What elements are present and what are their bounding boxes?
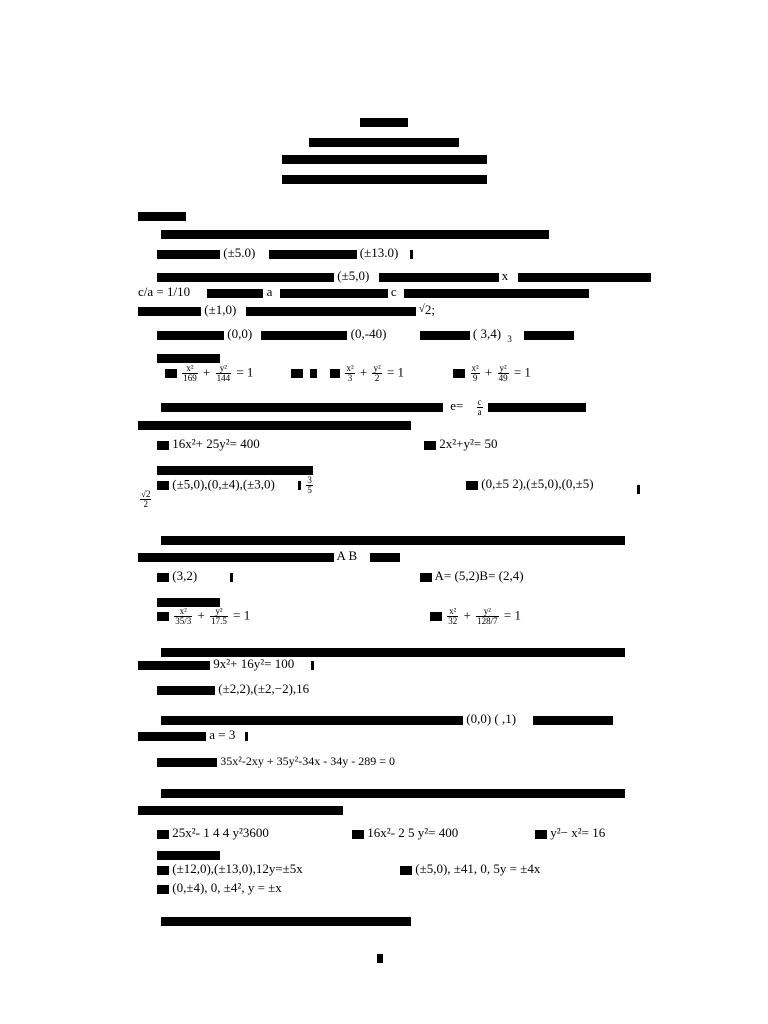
frac-den: 17.5 — [211, 616, 227, 626]
header-line-1 — [0, 113, 768, 128]
frac-den: 9 — [472, 373, 478, 383]
ex6-eq-b-line — [352, 825, 458, 840]
ex6-answer-a — [157, 861, 303, 876]
ex1-d-focus: (0,-40) — [350, 326, 387, 341]
frac-num: y² — [210, 607, 228, 617]
ex1-b-value: (±5,0) — [337, 268, 370, 283]
ex6-eq-b: 16x²- 2 5 y²= 400 — [367, 825, 459, 840]
ex6-statement-cont — [138, 801, 343, 816]
ex2-ans-b: (0,±5 2),(±5,0),(0,±5) — [481, 476, 594, 491]
ex6-ans-c: (0,±4), 0, ±4², y = ±x — [172, 880, 282, 895]
frac-num: y² — [373, 363, 381, 373]
frac-den: 2 — [143, 499, 148, 509]
frac-den: 5 — [307, 485, 312, 495]
ex4-answer-value: (±2,2),(±2,−2),16 — [218, 681, 310, 696]
ex2-answer-b-frac: $\frac{√2}{2}$ — [141, 489, 151, 509]
ex1-answers-heading — [157, 349, 220, 364]
ex2-eq-b-line — [424, 436, 497, 451]
frac-num: x² — [346, 363, 354, 373]
ex3-points: A B — [336, 548, 358, 563]
ex2-eq-b: 2x²+y²= 50 — [439, 436, 498, 451]
redacted-text — [360, 118, 408, 127]
ex1-answer-c-eq: = 1 — [386, 364, 405, 380]
frac-den: 49 — [498, 373, 508, 383]
ex2-statement-cont — [138, 416, 411, 431]
ex4-answer — [157, 681, 309, 696]
ex1-b-c: c — [390, 284, 397, 299]
ex3-answers-heading — [157, 593, 220, 608]
frac-den: 128/7 — [477, 616, 498, 626]
ex1-c-value: (±1,0) — [204, 302, 237, 317]
ex5-answer-value: 35x²-2xy + 35y²-34x - 34y - 289 = 0 — [220, 754, 395, 768]
ex6-ans-a: (±12,0),(±13,0),12y=±5x — [172, 861, 303, 876]
frac-num: x² — [471, 363, 479, 373]
frac-num: y² — [476, 607, 499, 617]
ex3-answer-a: $\frac{\text{x²}}{35/3}$ + $\frac{\text{y²}}{17.5}$ = 1 — [157, 607, 250, 626]
header-line-4 — [0, 170, 768, 185]
ex1-item-c: (±1,0) √2; — [138, 302, 435, 317]
ex6-eq-a: 25x²- 1 4 4 y²3600 — [172, 825, 269, 840]
ex6-eq-c: y²− x²= 16 — [550, 825, 606, 840]
page-number — [377, 949, 383, 964]
ex1-answer-d-eq: = 1 — [513, 364, 531, 380]
frac-den: 35/3 — [175, 616, 192, 626]
ex3-item-a — [157, 568, 233, 583]
ex6-answer-b — [400, 861, 540, 876]
frac-den: 169 — [183, 373, 197, 383]
ex5-focus: (0,0) — [466, 711, 492, 726]
header-line-3 — [0, 150, 768, 165]
ex3-item-b — [420, 568, 524, 583]
ex3-ans-a-eq: = 1 — [233, 607, 251, 623]
redacted-text — [282, 175, 487, 184]
ex6-eq-a-line — [157, 825, 269, 840]
section-heading — [138, 207, 186, 222]
ex1-a-value2: (±13.0) — [359, 245, 399, 260]
ex5-a-val: a = 3 — [209, 727, 236, 742]
ex5-statement — [161, 711, 613, 726]
redacted-text — [309, 138, 459, 147]
ex6-eq-c-line — [535, 825, 605, 840]
ex2-equations — [157, 436, 260, 451]
ex2-answer-a — [157, 476, 315, 495]
ex5-point: ( ,1) — [494, 711, 517, 726]
ex6-ans-b: (±5,0), ±41, 0, 5y = ±4x — [415, 861, 541, 876]
ex2-answers-heading — [157, 461, 313, 476]
ex3-b-points: A= (5,2)B= (2,4) — [434, 568, 524, 583]
ex3-ans-b-eq: = 1 — [503, 607, 521, 623]
ex1-b-a: a — [266, 284, 273, 299]
ex3-a-point: (3,2) — [172, 568, 198, 583]
ex5-answer — [157, 753, 395, 769]
ex2-e-label: e= — [450, 398, 464, 414]
ex1-statement — [161, 225, 549, 240]
frac-den: 2 — [374, 373, 380, 383]
ex2-eq-a: 16x²+ 25y²= 400 — [172, 436, 260, 451]
ex1-a-value: (±5.0) — [223, 245, 256, 260]
ex1-answers: $\frac{\text{x²}}{169}$ + $\frac{\text{y²}}{144}$ = 1 $\frac{\text{x²}}{3}$ + $\frac{\text{y²}}{2}$ = 1 $\frac{\text{x²}}{9}$ + $\frac{\text{y²}}{49}$ = 1 — [165, 364, 531, 383]
frac-num: x² — [174, 607, 192, 617]
frac-den: 32 — [448, 616, 458, 626]
ex2-answer-b — [466, 476, 594, 491]
frac-den: 144 — [216, 373, 231, 383]
ex5-statement-cont — [138, 727, 248, 742]
frac-num: y² — [499, 363, 507, 373]
ex1-d-point: ( 3,4) — [472, 326, 502, 341]
ex1-item-a — [157, 245, 413, 260]
ex3-statement — [161, 531, 625, 546]
ex1-d-value: (0,0) — [227, 326, 253, 341]
ex1-item-b — [157, 268, 651, 283]
frac-num: x² — [182, 364, 198, 374]
ex1-item-b-cont — [138, 284, 589, 299]
frac-num: 2 — [145, 489, 151, 499]
header-line-2 — [0, 133, 768, 148]
frac-num: y² — [216, 364, 232, 374]
frac-den: a — [477, 407, 482, 417]
ex1-answer-a-eq: = 1 — [236, 364, 254, 380]
ex7-statement — [161, 912, 411, 927]
ex1-d-den: 3 — [507, 333, 512, 344]
ex3-statement-cont — [138, 548, 400, 563]
ex1-b-var: x — [501, 268, 509, 283]
ex2-answer-b-dot — [637, 480, 640, 495]
ex2-statement — [161, 398, 586, 417]
frac-den: 3 — [347, 373, 353, 383]
ex6-statement — [161, 784, 625, 799]
ex6-answers-heading — [157, 846, 220, 861]
ex2-ans-a: (±5,0),(0,±4),(±3,0) — [172, 476, 275, 492]
ex4-statement-cont — [138, 656, 314, 671]
frac-num: 3 — [307, 475, 312, 485]
ex3-answer-b: $\frac{\text{x²}}{32}$ + $\frac{\text{y²}}{128/7}$ = 1 — [430, 607, 521, 626]
ex1-c-root: 2; — [424, 302, 435, 317]
ex6-answer-c — [157, 880, 282, 895]
ex1-item-d — [157, 326, 574, 344]
redacted-text — [282, 155, 487, 164]
ex1-b-ratio: c/a = 1/10 — [138, 284, 191, 299]
frac-num: x² — [449, 606, 457, 616]
frac-num: c — [477, 397, 482, 407]
ex4-equation: 9x²+ 16y²= 100 — [213, 656, 295, 671]
